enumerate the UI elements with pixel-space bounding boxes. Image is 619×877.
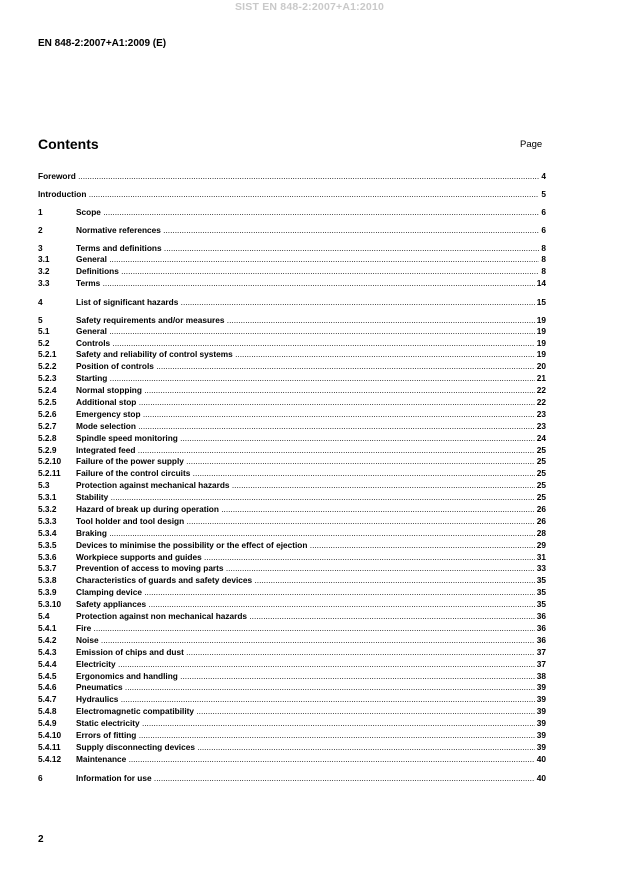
toc-entry-page: 40 [536,772,546,783]
toc-entry[interactable] [38,611,546,623]
toc-entry-number: 5.4.7 [38,694,57,705]
toc-entry-number: 5.2.2 [38,361,57,372]
toc-entry-number: 5.4.12 [38,753,62,764]
toc-entry-title: Workpiece supports and guides ..... [76,552,546,564]
toc-entry-number: 5.3.8 [38,575,57,586]
toc-entry[interactable] [38,659,546,671]
toc-entry-page: 14 [536,277,546,288]
toc-entry-page: 39 [536,682,546,693]
toc-entry-title: Spindle speed monitoring ..... [76,433,546,445]
toc-entry-title: Safety requirements and/or measures ..... [76,314,546,326]
toc-entry-page: 37 [536,658,546,669]
toc-entry[interactable] [38,694,546,706]
toc-entry-page: 39 [536,706,546,717]
toc-entry-page: 39 [536,741,546,752]
toc-entry[interactable] [38,433,546,445]
toc-entry-number: 5.4.6 [38,682,57,693]
toc-entry[interactable] [38,599,546,611]
toc-entry-number: 5.3.4 [38,527,57,538]
toc-entry-page: 39 [536,729,546,740]
toc-entry-title: Stability ..... [76,492,546,504]
toc-entry-number: 5.4.3 [38,646,57,657]
toc-entry-page: 29 [536,539,546,550]
toc-entry-number: 1 [38,207,43,217]
toc-entry-title: Devices to minimise the possibility or the effect of ejection ..... [76,540,546,552]
toc-entry-page: 8 [541,243,546,253]
toc-entry-number: 5.2.9 [38,444,57,455]
toc-entry-page: 19 [536,337,546,348]
toc-entry-number: 5.4.10 [38,729,62,740]
toc-entry-title: List of significant hazards ..... [76,296,546,308]
toc-entry-page: 21 [536,373,546,384]
toc-entry[interactable] [38,326,546,338]
toc-entry-number: 5.3.1 [38,492,57,503]
toc-entry-number: 5.3.9 [38,587,57,598]
toc-entry-page: 36 [536,611,546,622]
toc-entry-page: 4 [541,171,546,181]
toc-entry-title: Additional stop ..... [76,397,546,409]
toc-entry-title: Safety appliances ..... [76,599,546,611]
toc-entry-number: 2 [38,225,43,235]
toc-entry-number: 5.3 [38,480,50,491]
toc-entry[interactable] [38,540,546,552]
toc-entry-page: 22 [536,397,546,408]
toc-entry-number: 5.2.1 [38,349,57,360]
toc-entry-title: Hydraulics ..... [76,694,546,706]
toc-entry-title: Protection against non mechanical hazards ..... [76,611,546,623]
toc-entry[interactable] [38,224,546,236]
toc-entry-page: 20 [536,361,546,372]
toc-entry-title: Normal stopping ..... [76,385,546,397]
toc-entry-page: 5 [541,189,546,199]
toc-entry-page: 8 [541,265,546,276]
toc-entry-number: 5.2.11 [38,468,61,479]
toc-entry-title: Foreword ..... [38,170,546,182]
toc-entry[interactable] [38,492,546,504]
toc-entry[interactable] [38,409,546,421]
toc-entry-number: 5.4.1 [38,622,57,633]
page-title: Contents [38,136,99,152]
toc-entry-number: 5 [38,314,43,325]
toc-entry-number: 5.4.11 [38,741,61,752]
toc-entry-number: 5.3.6 [38,551,57,562]
toc-entry[interactable] [38,188,546,200]
toc-entry-page: 35 [536,599,546,610]
toc-entry-title: Introduction ..... [38,188,546,200]
toc-entry[interactable] [38,296,546,308]
toc-entry-title: Fire ..... [76,623,546,635]
toc-entry-title: Safety and reliability of control systems ..... [76,349,546,361]
toc-entry-title: General ..... [76,254,546,266]
toc-entry-number: 5.4.9 [38,718,57,729]
toc-entry-title: Noise ..... [76,635,546,647]
toc-entry-title: Prevention of access to moving parts ..... [76,563,546,575]
toc-entry-page: 31 [536,551,546,562]
toc-entry-page: 25 [536,492,546,503]
toc-entry-number: 5.2 [38,337,50,348]
toc-entry[interactable] [38,170,546,182]
toc-entry-title: Failure of the control circuits ..... [76,468,546,480]
toc-entry[interactable] [38,772,546,784]
toc-entry-page: 6 [541,207,546,217]
toc-entry-page: 36 [536,622,546,633]
toc-entry-title: Integrated feed ..... [76,445,546,457]
toc-entry-number: 5.4.2 [38,634,57,645]
toc-entry-page: 23 [536,420,546,431]
toc-entry-page: 25 [536,480,546,491]
toc-entry-number: 5.2.8 [38,432,57,443]
toc-entry-number: 5.3.3 [38,515,57,526]
toc-entry[interactable] [38,254,546,266]
toc-entry-number: 3 [38,243,43,253]
toc-entry-number: 5.2.5 [38,397,57,408]
toc-entry-page: 19 [536,349,546,360]
toc-entry-title: Controls ..... [76,338,546,350]
toc-entry-page: 33 [536,563,546,574]
toc-entry[interactable] [38,754,546,766]
toc-entry-title: Braking ..... [76,528,546,540]
toc-entry-title: Terms and definitions ..... [76,242,546,254]
toc-entry-title: Pneumatics ..... [76,682,546,694]
toc-entry[interactable] [38,682,546,694]
toc-entry[interactable] [38,242,546,254]
toc-entry-title: Emission of chips and dust ..... [76,647,546,659]
toc-entry-title: Clamping device ..... [76,587,546,599]
page-column-label: Page [520,139,543,150]
toc-entry-number: 5.2.10 [38,456,62,467]
toc-entry-page: 37 [536,646,546,657]
toc-entry-number: 5.4.5 [38,670,57,681]
toc-entry-title: Starting ..... [76,373,546,385]
toc-entry-title: Information for use ..... [76,772,546,784]
toc-entry-title: Failure of the power supply ..... [76,456,546,468]
watermark: SIST EN 848-2:2007+A1:2010 [234,1,385,13]
toc-entry-page: 22 [536,385,546,396]
toc-entry-page: 15 [536,296,546,307]
toc-entry-number: 3.3 [38,277,50,288]
toc-entry[interactable] [38,730,546,742]
toc-entry[interactable] [38,552,546,564]
toc-entry-number: 3.2 [38,265,50,276]
toc-entry-page: 19 [536,314,546,325]
toc-entry-title: Errors of fitting ..... [76,730,546,742]
toc-entry[interactable] [38,587,546,599]
toc-entry-page: 26 [536,515,546,526]
toc-entry[interactable] [38,671,546,683]
toc-entry[interactable] [38,575,546,587]
toc-entry-title: Supply disconnecting devices ..... [76,742,546,754]
toc-entry-number: 5.3.10 [38,599,62,610]
toc-entry-page: 25 [536,468,546,479]
toc-entry[interactable] [38,635,546,647]
toc-entry-page: 28 [536,527,546,538]
toc-entry-page: 40 [536,753,546,764]
toc-entry[interactable] [38,385,546,397]
toc-entry-page: 8 [541,254,546,264]
toc-entry-title: Definitions ..... [76,266,546,278]
toc-entry[interactable] [38,266,546,278]
toc-entry-number: 5.2.3 [38,373,57,384]
toc-entry[interactable] [38,206,546,218]
toc-entry[interactable] [38,742,546,754]
toc-entry-page: 6 [541,225,546,235]
toc-entry[interactable] [38,361,546,373]
toc-entry[interactable] [38,504,546,516]
toc-entry-title: Terms ..... [76,278,546,290]
toc-entry[interactable] [38,349,546,361]
toc-entry-title: Protection against mechanical hazards ..... [76,480,546,492]
toc-entry-page: 24 [536,432,546,443]
toc-entry-number: 5.2.4 [38,385,57,396]
toc-entry[interactable] [38,516,546,528]
toc-entry[interactable] [38,445,546,457]
toc-entry-title: Position of controls ..... [76,361,546,373]
toc-entry[interactable] [38,397,546,409]
toc-entry[interactable] [38,314,546,326]
toc-entry-page: 25 [536,456,546,467]
toc-entry-page: 25 [536,444,546,455]
toc-entry-title: Characteristics of guards and safety devices ..... [76,575,546,587]
toc-entry-page: 36 [536,634,546,645]
toc-entry-page: 39 [536,718,546,729]
toc-entry[interactable] [38,718,546,730]
toc-entry-number: 4 [38,296,43,307]
table-of-contents [38,170,546,784]
toc-entry-number: 6 [38,772,43,783]
toc-entry[interactable] [38,706,546,718]
toc-entry-title: Electricity ..... [76,659,546,671]
toc-entry-number: 5.4.4 [38,658,57,669]
footer-page-number: 2 [38,834,44,845]
toc-entry-page: 39 [536,694,546,705]
toc-entry-page: 35 [536,587,546,598]
toc-entry-number: 5.4.8 [38,706,57,717]
toc-entry[interactable] [38,468,546,480]
toc-entry[interactable] [38,373,546,385]
toc-entry-title: Tool holder and tool design ..... [76,516,546,528]
toc-entry-title: Emergency stop ..... [76,409,546,421]
toc-entry-page: 19 [536,325,546,336]
toc-entry-number: 5.4 [38,611,50,622]
toc-entry-title: General ..... [76,326,546,338]
toc-entry[interactable] [38,456,546,468]
toc-entry-title: Scope ..... [76,206,546,218]
toc-entry-page: 26 [536,504,546,515]
toc-entry-number: 5.3.7 [38,563,57,574]
toc-entry-title: Hazard of break up during operation ..... [76,504,546,516]
toc-entry-title: Maintenance ..... [76,754,546,766]
toc-entry[interactable] [38,421,546,433]
toc-entry-title: Mode selection ..... [76,421,546,433]
toc-entry-page: 38 [536,670,546,681]
toc-entry-title: Normative references ..... [76,224,546,236]
toc-entry-number: 5.3.5 [38,539,57,550]
document-id: EN 848-2:2007+A1:2009 (E) [38,38,167,49]
toc-entry-title: Electromagnetic compatibility ..... [76,706,546,718]
toc-entry-page: 23 [536,408,546,419]
toc-entry-title: Ergonomics and handling ..... [76,671,546,683]
toc-entry[interactable] [38,338,546,350]
toc-entry[interactable] [38,647,546,659]
toc-entry-number: 5.2.6 [38,408,57,419]
toc-entry-number: 5.2.7 [38,420,57,431]
toc-entry[interactable] [38,563,546,575]
toc-entry[interactable] [38,278,546,290]
toc-entry-number: 5.1 [38,325,50,336]
toc-entry-number: 3.1 [38,254,50,264]
toc-entry[interactable] [38,480,546,492]
toc-entry[interactable] [38,528,546,540]
toc-entry-title: Static electricity ..... [76,718,546,730]
toc-entry-number: 5.3.2 [38,504,57,515]
toc-entry[interactable] [38,623,546,635]
toc-entry-page: 35 [536,575,546,586]
